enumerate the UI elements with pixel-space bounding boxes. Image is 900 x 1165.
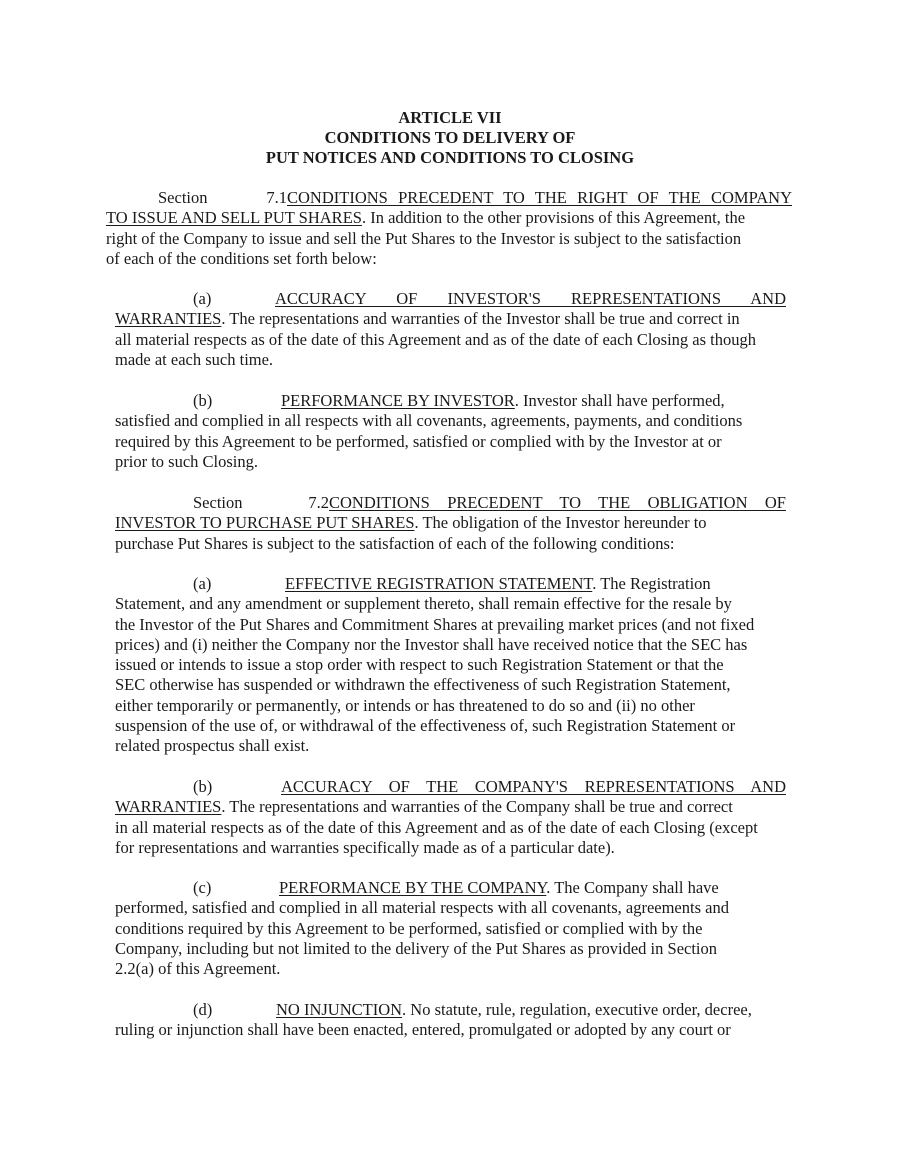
section-title-cont: INVESTOR TO PURCHASE PUT SHARES — [115, 513, 415, 533]
subsection-7-2-a — [115, 574, 786, 757]
section-label: Section 7.1 — [158, 188, 287, 207]
subsection-title-cont: WARRANTIES — [115, 797, 222, 817]
subsection-label: (d) — [193, 1000, 213, 1019]
subsection-label: (b) — [193, 391, 213, 410]
paragraph-text: either temporarily or permanently, or intends or has threatened to do so and (ii) no other — [115, 695, 695, 715]
section-7-1 — [106, 188, 792, 269]
article-number: ARTICLE VII — [398, 108, 502, 127]
subsection-7-2-d — [115, 1000, 786, 1041]
subsection-title: ACCURACY OF INVESTOR'S REPRESENTATIONS AND — [275, 289, 786, 308]
paragraph-text: . The representations and warranties of the Company shall be true and correct — [221, 797, 733, 817]
subsection-7-2-c — [115, 878, 786, 979]
section-7-2 — [115, 493, 786, 554]
paragraph-text: . No statute, rule, regulation, executive order, decree, — [402, 1000, 752, 1019]
paragraph-text: ruling or injunction shall have been enacted, entered, promulgated or adopted by any court or — [115, 1020, 731, 1040]
paragraph-text: SEC otherwise has suspended or withdrawn the effectiveness of such Registration Statement, — [115, 675, 731, 695]
paragraph-text: Statement, and any amendment or supplement thereto, shall remain effective for the resale by — [115, 594, 732, 614]
subsection-title: NO INJUNCTION — [276, 1000, 403, 1019]
subsection-title: ACCURACY OF THE COMPANY'S REPRESENTATIONS AND — [281, 777, 786, 796]
paragraph-text: . The Registration — [592, 574, 711, 593]
paragraph-text: required by this Agreement to be performed, satisfied or complied with by the Investor at or — [115, 431, 722, 451]
subsection-label: (c) — [193, 878, 212, 897]
paragraph-text: in all material respects as of the date of this Agreement and as of the date of each Closing (except — [115, 817, 758, 837]
paragraph-text: . Investor shall have performed, — [514, 391, 725, 410]
subsection-title: EFFECTIVE REGISTRATION STATEMENT — [285, 574, 593, 593]
paragraph-text: prior to such Closing. — [115, 451, 258, 471]
subsection-label: (a) — [193, 289, 212, 308]
paragraph-text: suspension of the use of, or withdrawal of the effectiveness of, such Registration Statement or — [115, 716, 736, 736]
paragraph-text: purchase Put Shares is subject to the satisfaction of each of the following conditions: — [115, 533, 675, 553]
paragraph-text: for representations and warranties specifically made as of a particular date). — [115, 837, 615, 857]
article-title-line-2: PUT NOTICES AND CONDITIONS TO CLOSING — [265, 148, 635, 167]
paragraph-text: . The obligation of the Investor hereunder to — [414, 513, 707, 533]
paragraph-text: issued or intends to issue a stop order with respect to such Registration Statement or that the — [115, 655, 724, 675]
paragraph-text: right of the Company to issue and sell the Put Shares to the Investor is subject to the satisfaction — [106, 228, 742, 248]
subsection-title: PERFORMANCE BY INVESTOR — [281, 391, 515, 410]
paragraph-text: performed, satisfied and complied in all material respects with all covenants, agreements and — [115, 898, 729, 918]
paragraph-text: made at each such time. — [115, 349, 274, 369]
article-heading — [0, 108, 900, 168]
section-title-cont: TO ISSUE AND SELL PUT SHARES — [106, 208, 362, 228]
paragraph-text: . The representations and warranties of the Investor shall be true and correct in — [221, 309, 740, 329]
subsection-7-1-a — [115, 289, 786, 370]
paragraph-text: satisfied and complied in all respects with all covenants, agreements, payments, and conditions — [115, 411, 743, 431]
subsection-label: (a) — [193, 574, 212, 593]
subsection-7-1-b — [115, 391, 786, 472]
paragraph-text: all material respects as of the date of this Agreement and as of the date of each Closing as though — [115, 329, 757, 349]
paragraph-text: . In addition to the other provisions of this Agreement, the — [361, 208, 746, 228]
paragraph-text: prices) and (i) neither the Company nor the Investor shall have received notice that the SEC has — [115, 634, 748, 654]
section-title: CONDITIONS PRECEDENT TO THE RIGHT OF THE COMPANY — [287, 188, 792, 207]
section-title: CONDITIONS PRECEDENT TO THE OBLIGATION OF — [329, 493, 786, 512]
section-label: Section 7.2 — [193, 493, 329, 512]
paragraph-text: 2.2(a) of this Agreement. — [115, 959, 281, 979]
paragraph-text: of each of the conditions set forth below: — [106, 248, 377, 268]
subsection-title: PERFORMANCE BY THE COMPANY — [279, 878, 547, 897]
subsection-title-cont: WARRANTIES — [115, 309, 222, 329]
paragraph-text: the Investor of the Put Shares and Commitment Shares at prevailing market prices (and not fixed — [115, 614, 755, 634]
paragraph-text: conditions required by this Agreement to be performed, satisfied or complied with by the — [115, 918, 703, 938]
subsection-7-2-b — [115, 777, 786, 858]
paragraph-text: Company, including but not limited to the delivery of the Put Shares as provided in Section — [115, 938, 718, 958]
paragraph-text: . The Company shall have — [546, 878, 719, 897]
article-title-line-1: CONDITIONS TO DELIVERY OF — [324, 128, 576, 147]
paragraph-text: related prospectus shall exist. — [115, 736, 310, 756]
subsection-label: (b) — [193, 777, 213, 796]
